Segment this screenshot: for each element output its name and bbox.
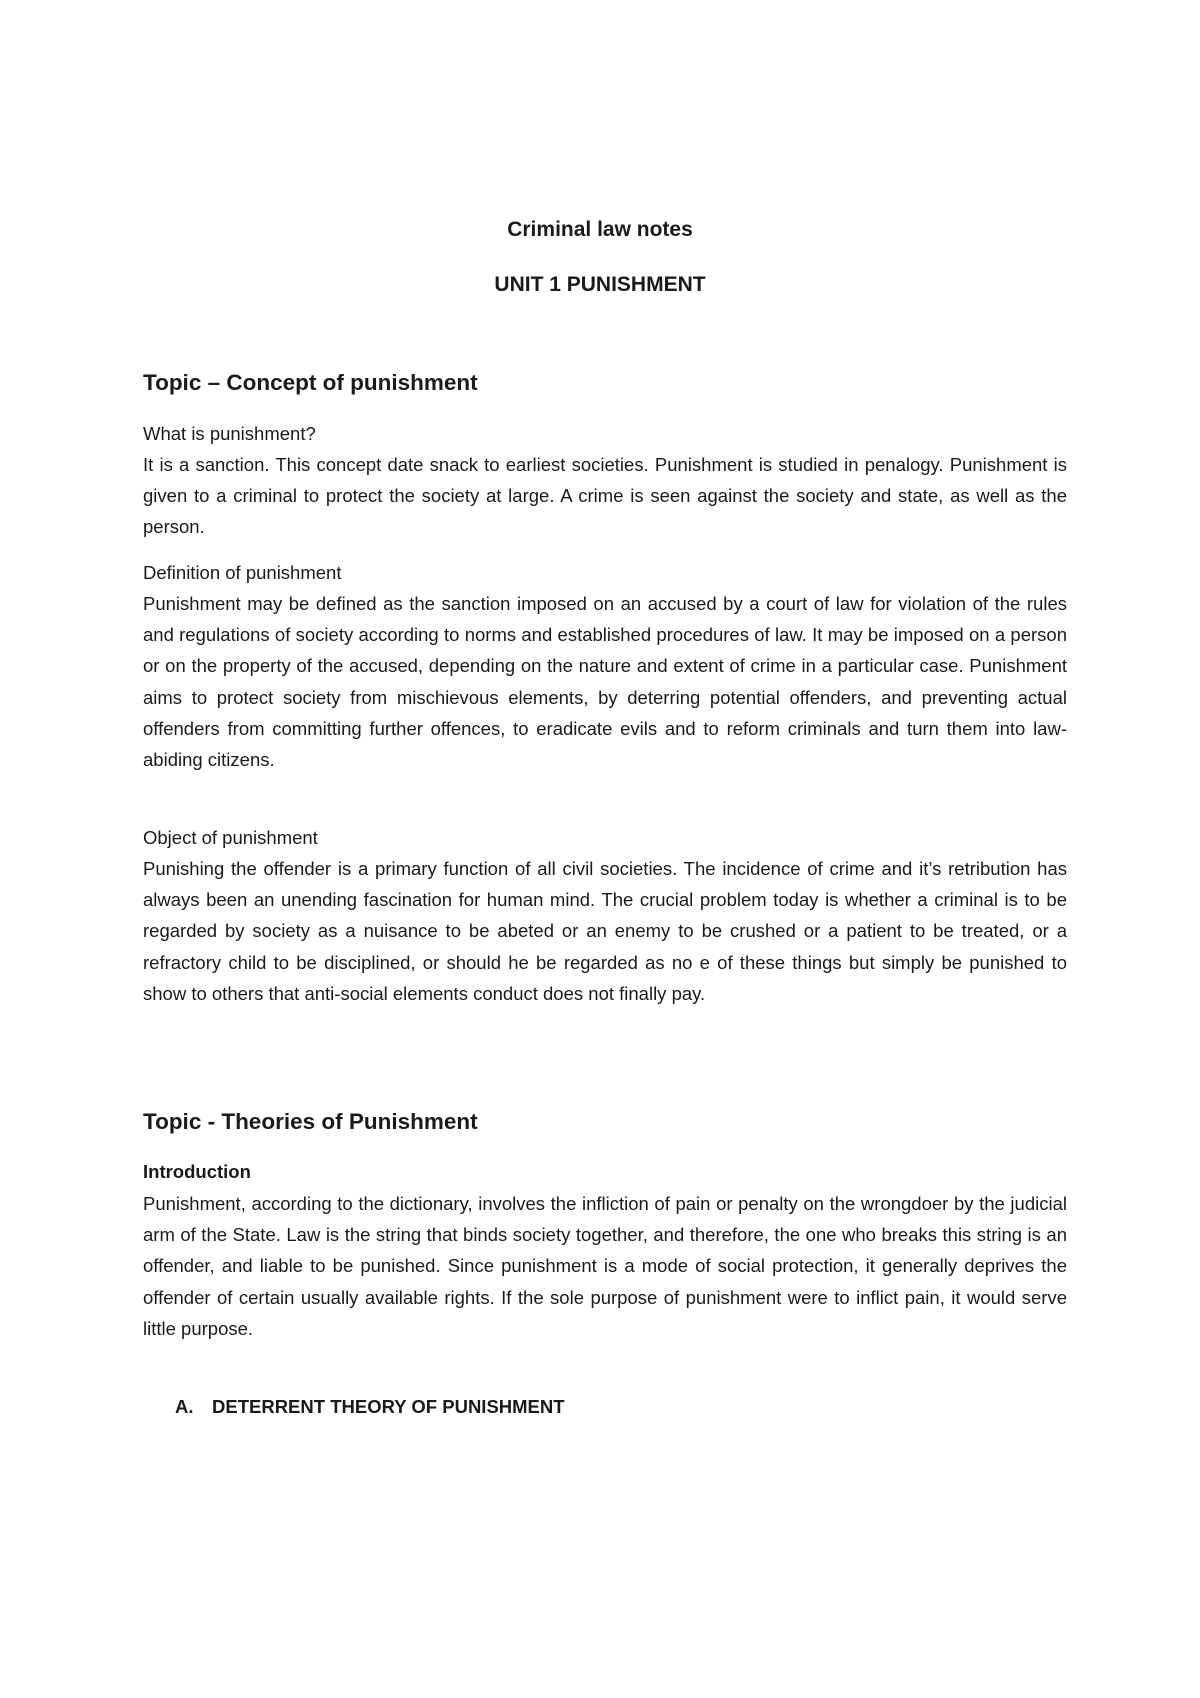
- list-item: [175, 1396, 565, 1418]
- paragraph: Punishment, according to the dictionary, involves the infliction of pain or penalty on the wrongdoer by the judicial arm of the State. Law is the string that binds society together, and therefore, the one who breaks this string is an offender, and liable to be punished. Since punishment is a mode of social protection, it generally deprives the offender of certain usually available rights. If the sole purpose of punishment were to inflict pain, it would serve little purpose.: [143, 1193, 1067, 1339]
- section-heading: Topic - Theories of Punishment: [143, 1109, 478, 1134]
- paragraph: Punishing the offender is a primary function of all civil societies. The incidence of crime and it’s retribution has always been an unending fascination for human mind. The crucial problem today is whether a criminal is to be regarded by society as a nuisance to be abeted or an enemy to be crushed or a patient to be treated, or a refractory child to be disciplined, or should he be regarded as no e of these things but simply be punished to show to others that anti-social elements conduct does not finally pay.: [143, 858, 1067, 1004]
- document-title: Criminal law notes: [507, 218, 693, 241]
- block-label: What is punishment?: [143, 423, 316, 444]
- block-label: Object of punishment: [143, 827, 318, 848]
- block-label: Definition of punishment: [143, 562, 342, 583]
- list-item-text: DETERRENT THEORY OF PUNISHMENT: [212, 1396, 565, 1417]
- section-heading: Topic – Concept of punishment: [143, 370, 478, 395]
- list-marker: A.: [175, 1396, 194, 1417]
- paragraph: It is a sanction. This concept date snack to earliest societies. Punishment is studied in penalogy. Punishment is given to a criminal to protect the society at large. A crime is seen against the society and state, as well as the person.: [143, 454, 1067, 538]
- block-label: Introduction: [143, 1161, 251, 1182]
- paragraph: Punishment may be defined as the sanction imposed on an accused by a court of law for violation of the rules and regulations of society according to norms and established procedures of law. It may be imposed on a person or on the property of the accused, depending on the nature and extent of crime in a particular case. Punishment aims to protect society from mischievous elements, by deterring potential offenders, and preventing actual offenders from committing further offences, to eradicate evils and to reform criminals and turn them into law-abiding citizens.: [143, 593, 1067, 771]
- unit-heading: UNIT 1 PUNISHMENT: [494, 273, 706, 296]
